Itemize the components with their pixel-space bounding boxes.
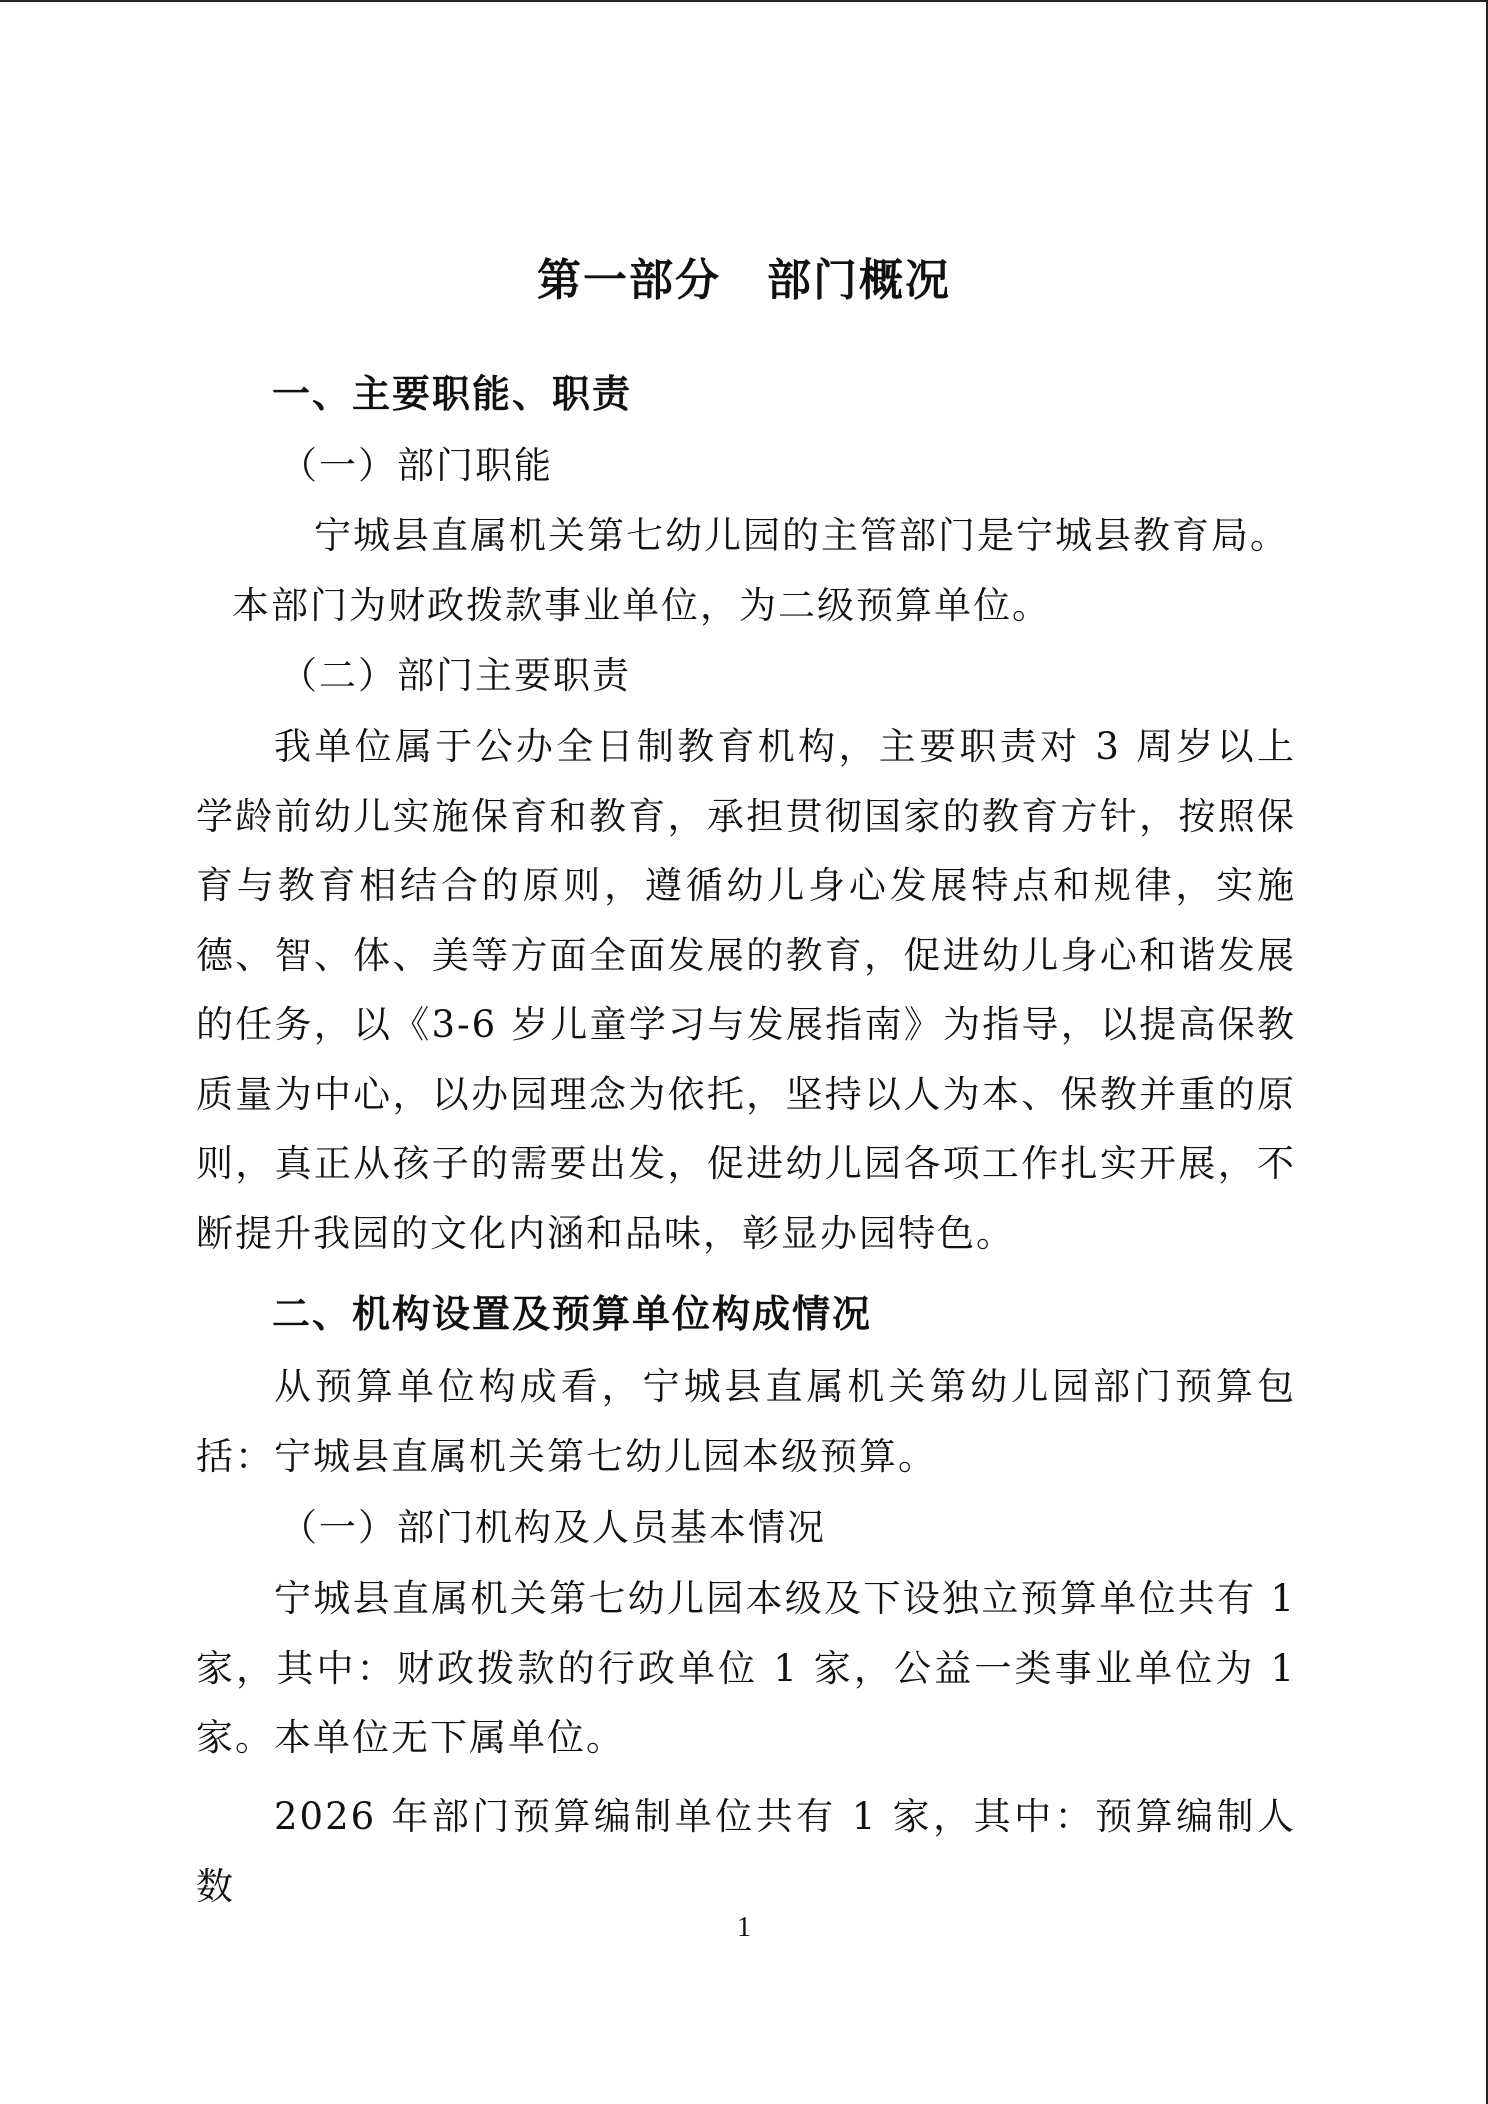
paragraph-budget-staffing: 2026 年部门预算编制单位共有 1 家，其中：预算编制人数 (196, 1795, 1296, 1908)
page-number: 1 (737, 1912, 751, 1943)
page-title: 第一部分 部门概况 (537, 255, 951, 306)
paragraph-function-line2: 本部门为财政拨款事业单位，为二级预算单位。 (232, 584, 1051, 627)
section-heading-organization: 二、机构设置及预算单位构成情况 (272, 1292, 873, 1336)
subheading-department-function: （一）部门职能 (280, 444, 553, 487)
paragraph-function-line1: 宁城县直属机关第七幼儿园的主管部门是宁城县教育局。 (314, 514, 1289, 557)
paragraph-main-duties: 我单位属于公办全日制教育机构，主要职责对 3 周岁以上学龄前幼儿实施保育和教育，承担贯彻国家的教育方针，按照保育与教育相结合的原则，遵循幼儿身心发展特点和规律，实施德、智、体、美等方面全面发展的教育，促进幼儿身心和谐发展的任务，以《3-6 岁儿童学习与发展指南》为指导，以提高保教质量为中心，以办园理念为依托，坚持以人为本、保教并重的原则，真正从孩子的需要出发，促进幼儿园各项工作扎实开展，不断提升我园的文化内涵和品味，彰显办园特色。 (196, 725, 1296, 1255)
section-heading-functions: 一、主要职能、职责 (272, 372, 633, 416)
subheading-main-duties: （二）部门主要职责 (280, 654, 631, 697)
paragraph-units-count: 宁城县直属机关第七幼儿园本级及下设独立预算单位共有 1 家，其中：财政拨款的行政单位 1 家，公益一类事业单位为 1 家。本单位无下属单位。 (196, 1577, 1296, 1759)
subheading-institutions-personnel: （一）部门机构及人员基本情况 (280, 1506, 826, 1549)
paragraph-budget-units: 从预算单位构成看，宁城县直属机关第幼儿园部门预算包括：宁城县直属机关第七幼儿园本级预算。 (196, 1365, 1296, 1478)
